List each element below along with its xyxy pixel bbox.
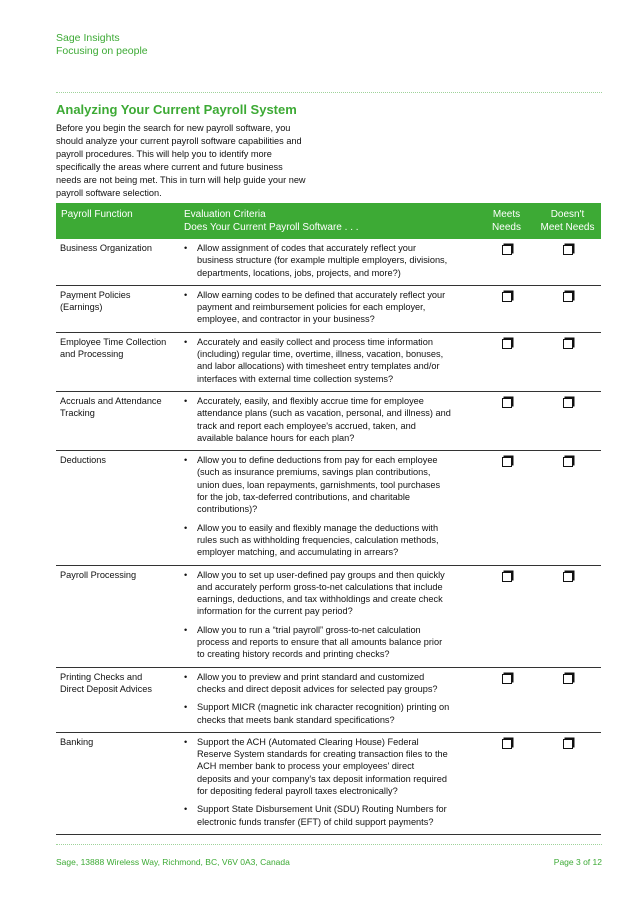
- criteria-line: to creating history records and printing checks?: [197, 649, 390, 660]
- criteria-line: and accurately perform gross-to-net calculations that include: [197, 581, 443, 592]
- table-row: [56, 667, 601, 732]
- criteria-item: [183, 803, 475, 828]
- criteria-line: information for the current pay period?: [197, 606, 353, 617]
- criteria-line: Allow you to easily and flexibly manage the deductions with: [197, 522, 439, 533]
- table-row: [56, 332, 601, 391]
- payroll-function-line: Direct Deposit Advices: [60, 683, 152, 694]
- payroll-function-line: Payroll Processing: [60, 569, 137, 580]
- doesnt-meet-needs-cell: [534, 667, 601, 732]
- intro-paragraph: [56, 122, 326, 201]
- footer-address: Sage, 13888 Wireless Way, Richmond, BC, V6V 0A3, Canada: [56, 857, 290, 867]
- meets-needs-cell: [479, 391, 534, 450]
- payroll-function-cell: [56, 332, 179, 391]
- header-evaluation-criteria: Evaluation Criteria Does Your Current Payroll Software . . .: [179, 203, 479, 239]
- intro-line: specifically the areas where current and future business: [56, 162, 283, 173]
- bullet-icon: •: [184, 624, 188, 635]
- criteria-line: ACH member bank to process your employees' direct: [197, 761, 415, 772]
- table-row: [56, 391, 601, 450]
- doesnt-meet-needs-checkbox[interactable]: [563, 572, 573, 582]
- bullet-icon: •: [184, 736, 188, 747]
- meets-needs-cell: [479, 565, 534, 667]
- criteria-line: Support State Disbursement Unit (SDU) Routing Numbers for: [197, 804, 447, 815]
- intro-line: needs are not being met. This in turn will help guide your new: [56, 175, 306, 186]
- doesnt-meet-needs-cell: [534, 332, 601, 391]
- criteria-line: Support MICR (magnetic ink character recognition) printing on: [197, 702, 450, 713]
- meets-needs-checkbox[interactable]: [502, 572, 512, 582]
- company-tagline: Focusing on people: [56, 45, 148, 57]
- criteria-line: Reserve System standards for creating transaction files to the: [197, 749, 448, 760]
- criteria-line: Accurately and easily collect and process time information: [197, 336, 433, 347]
- doesnt-meet-needs-cell: [534, 239, 601, 285]
- doesnt-meet-needs-checkbox[interactable]: [563, 292, 573, 302]
- bullet-icon: •: [184, 336, 188, 347]
- payroll-function-line: and Processing: [60, 349, 124, 360]
- header-divider: [56, 92, 602, 93]
- bullet-icon: •: [184, 395, 188, 406]
- meets-needs-checkbox[interactable]: [502, 245, 512, 255]
- evaluation-criteria-cell: [179, 451, 479, 565]
- criteria-line: checks that meets bank standard specifications?: [197, 714, 395, 725]
- criteria-item: [183, 569, 475, 618]
- bullet-icon: •: [184, 455, 188, 466]
- criteria-line: earnings, deductions, and tax withholdings and create check: [197, 594, 443, 605]
- payroll-function-line: Employee Time Collection: [60, 336, 167, 347]
- table-row: [56, 285, 601, 332]
- payroll-function-line: Printing Checks and: [60, 671, 143, 682]
- evaluation-criteria-cell: [179, 391, 479, 450]
- payroll-function-line: (Earnings): [60, 302, 103, 313]
- bullet-icon: •: [184, 569, 188, 580]
- evaluation-criteria-cell: [179, 285, 479, 332]
- payroll-function-cell: [56, 667, 179, 732]
- criteria-item: [183, 289, 475, 326]
- criteria-line: union dues, loan repayments, garnishments, tool purchases: [197, 479, 441, 490]
- doesnt-meet-needs-checkbox[interactable]: [563, 339, 573, 349]
- evaluation-table: [56, 203, 601, 835]
- bullet-icon: •: [184, 804, 188, 815]
- payroll-function-line: Business Organization: [60, 243, 152, 253]
- criteria-line: attendance plans (such as vacation, personal, and illness) and: [197, 408, 451, 419]
- bullet-icon: •: [184, 671, 188, 682]
- criteria-item: [183, 395, 475, 444]
- criteria-line: business structure (for example multiple employers, divisions,: [197, 255, 448, 266]
- meets-needs-checkbox[interactable]: [502, 457, 512, 467]
- meets-needs-checkbox[interactable]: [502, 674, 512, 684]
- criteria-item: [183, 336, 475, 385]
- criteria-line: (including) regular time, overtime, illness, vacation, bonuses,: [197, 349, 444, 360]
- payroll-function-cell: [56, 391, 179, 450]
- criteria-line: deposits and your company's tax deposit information required: [197, 773, 447, 784]
- payroll-function-line: Deductions: [60, 455, 106, 466]
- criteria-line: Allow you to run a “trial payroll” gross-to-net calculation: [197, 624, 421, 635]
- doesnt-meet-needs-cell: [534, 565, 601, 667]
- criteria-line: process and reports to ensure that all amounts balance prior: [197, 637, 443, 648]
- doesnt-meet-needs-cell: [534, 391, 601, 450]
- intro-line: Before you begin the search for new payroll software, you: [56, 123, 291, 133]
- criteria-line: checks and direct deposit advices for selected pay groups?: [197, 683, 438, 694]
- doesnt-meet-needs-checkbox[interactable]: [563, 674, 573, 684]
- criteria-line: and labor allocations) with timesheet entry templates and/or: [197, 361, 440, 372]
- criteria-line: employee, and contractor in your business?: [197, 314, 375, 325]
- criteria-line: available balance hours for each plan?: [197, 432, 355, 443]
- header-doesnt-meet-needs: Doesn't Meet Needs: [534, 203, 601, 239]
- meets-needs-checkbox[interactable]: [502, 739, 512, 749]
- criteria-line: Allow you to define deductions from pay for each employee: [197, 455, 438, 466]
- criteria-item: [183, 242, 475, 279]
- evaluation-criteria-cell: [179, 732, 479, 834]
- intro-line: payroll procedures. This will help you to identify more: [56, 149, 272, 160]
- payroll-function-cell: [56, 451, 179, 565]
- header-payroll-function: Payroll Function: [56, 203, 179, 239]
- criteria-line: (such as insurance premiums, savings plan contributions,: [197, 467, 431, 478]
- page-number: Page 3 of 12: [553, 857, 602, 867]
- criteria-line: for the job, tax-deferred contributions, and charitable: [197, 492, 410, 503]
- payroll-function-line: Tracking: [60, 408, 95, 419]
- evaluation-criteria-cell: [179, 332, 479, 391]
- bullet-icon: •: [184, 243, 188, 253]
- criteria-item: [183, 454, 475, 515]
- criteria-line: Allow earning codes to be defined that accurately reflect your: [197, 289, 446, 300]
- doesnt-meet-needs-cell: [534, 285, 601, 332]
- criteria-item: [183, 624, 475, 661]
- criteria-item: [183, 671, 475, 696]
- criteria-line: rules such as withholding frequencies, calculation methods,: [197, 534, 439, 545]
- criteria-line: payment and reimbursement policies for each employer,: [197, 302, 426, 313]
- intro-line: should analyze your current payroll software capabilities and: [56, 136, 302, 147]
- criteria-item: [183, 736, 475, 797]
- intro-line: payroll software selection.: [56, 188, 162, 199]
- bullet-icon: •: [184, 522, 188, 533]
- criteria-line: Allow assignment of codes that accurately reflect your: [197, 243, 417, 253]
- evaluation-criteria-cell: [179, 239, 479, 285]
- meets-needs-checkbox[interactable]: [502, 292, 512, 302]
- footer-divider: [56, 844, 602, 845]
- criteria-item: [183, 522, 475, 559]
- meets-needs-checkbox[interactable]: [502, 398, 512, 408]
- bullet-icon: •: [184, 289, 188, 300]
- criteria-line: electronic funds transfer (EFT) of child support payments?: [197, 816, 434, 827]
- meets-needs-cell: [479, 451, 534, 565]
- criteria-line: departments, locations, jobs, projects, and more?): [197, 267, 401, 278]
- payroll-function-cell: [56, 732, 179, 834]
- criteria-line: interfaces with external time collection systems?: [197, 373, 394, 384]
- payroll-function-cell: [56, 565, 179, 667]
- criteria-line: Allow you to set up user-defined pay groups and then quickly: [197, 569, 445, 580]
- criteria-line: for depositing federal payroll taxes electronically?: [197, 785, 398, 796]
- payroll-function-line: Payment Policies: [60, 289, 131, 300]
- table-row: [56, 732, 601, 834]
- bullet-icon: •: [184, 702, 188, 713]
- brand-block: [56, 32, 148, 58]
- criteria-item: [183, 701, 475, 726]
- doesnt-meet-needs-checkbox[interactable]: [563, 739, 573, 749]
- doesnt-meet-needs-checkbox[interactable]: [563, 245, 573, 255]
- meets-needs-cell: [479, 332, 534, 391]
- payroll-function-cell: [56, 285, 179, 332]
- criteria-line: Accurately, easily, and flexibly accrue time for employee: [197, 395, 424, 406]
- evaluation-criteria-cell: [179, 667, 479, 732]
- criteria-line: track and report each employee's accrued, taken, and: [197, 420, 416, 431]
- table-row: [56, 451, 601, 565]
- header-meets-needs: Meets Needs: [479, 203, 534, 239]
- payroll-function-line: Banking: [60, 736, 94, 747]
- meets-needs-cell: [479, 285, 534, 332]
- meets-needs-cell: [479, 239, 534, 285]
- table-header-row: [56, 203, 601, 239]
- doesnt-meet-needs-cell: [534, 451, 601, 565]
- payroll-function-cell: [56, 239, 179, 285]
- doesnt-meet-needs-checkbox[interactable]: [563, 457, 573, 467]
- meets-needs-cell: [479, 667, 534, 732]
- doesnt-meet-needs-checkbox[interactable]: [563, 398, 573, 408]
- evaluation-criteria-cell: [179, 565, 479, 667]
- criteria-line: employer matching, and accumulating in arrears?: [197, 547, 399, 558]
- meets-needs-checkbox[interactable]: [502, 339, 512, 349]
- table-row: [56, 239, 601, 285]
- criteria-line: Support the ACH (Automated Clearing House) Federal: [197, 736, 419, 747]
- meets-needs-cell: [479, 732, 534, 834]
- table-row: [56, 565, 601, 667]
- doesnt-meet-needs-cell: [534, 732, 601, 834]
- section-title: Analyzing Your Current Payroll System: [56, 102, 297, 117]
- criteria-line: Allow you to preview and print standard and customized: [197, 671, 425, 682]
- payroll-function-line: Accruals and Attendance: [60, 395, 162, 406]
- company-name: Sage Insights: [56, 32, 120, 44]
- criteria-line: contributions)?: [197, 504, 258, 515]
